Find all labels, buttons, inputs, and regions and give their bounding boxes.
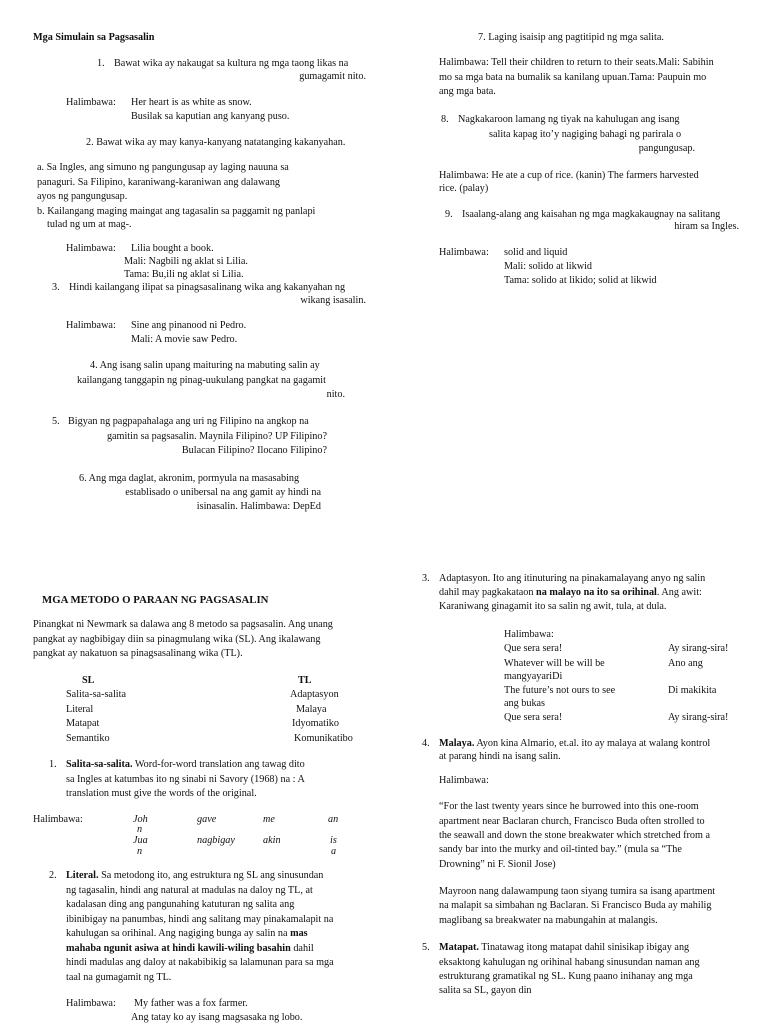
principle-3-line-2: wikang isasalin. — [300, 295, 366, 306]
translation-line: Mayroon nang dalawampung taon siyang tumira sa isang apartment — [439, 886, 716, 897]
example-label: Halimbawa: — [66, 320, 116, 331]
method-1-line-3: translation must give the words of the original. — [66, 788, 257, 799]
method-2-line-4: ibinibigay na panumbas, hindi ang salitang may pinakamalapit na — [66, 914, 334, 925]
principle-1-number: 1. — [97, 58, 105, 69]
example-text: Lilia bought a book. — [131, 243, 214, 254]
method-5-line-4: salita sa SL, gayon din — [439, 985, 532, 996]
method-5-title: Matapat. — [439, 942, 479, 953]
principle-4-line-1: 4. Ang isang salin upang maituring na mabuting salin ay — [90, 360, 320, 371]
intro-line-1: Pinangkat ni Newmark sa dalawa ang 8 metodo sa pagsasalin. Ang unang — [33, 619, 333, 630]
example-label: Halimbawa: — [439, 775, 489, 786]
example-text: Sine ang pinanood ni Pedro. — [131, 320, 247, 331]
method-2-line-2: ng tagasalin, hindi ang natural at madulas na daloy ng TL, at — [66, 885, 313, 896]
translation-line: na malapit sa simbahan ng Baclaran. Si Francisco Buda ay mahilig — [439, 900, 712, 911]
method-1-line-1 — [66, 758, 305, 772]
example-text: Tama: Bu,ili ng aklat si Lilia. — [124, 269, 244, 280]
example-text: Busilak sa kaputian ang kanyang puso. — [131, 111, 290, 122]
example-text: Ang tatay ko ay isang magsasaka ng lobo. — [131, 1012, 303, 1023]
principle-9-line-1: Isaalang-alang ang kaisahan ng mga magkakaugnay na salitang — [462, 209, 721, 220]
word-john-1: Joh — [133, 814, 148, 825]
song-fil-line: Ano ang — [668, 658, 703, 669]
song-en-line: The future’s not ours to see — [504, 685, 616, 696]
example-text: Her heart is as white as snow. — [131, 97, 252, 108]
tl-item: Komunikatibo — [294, 733, 353, 744]
example-text: My father was a fox farmer. — [134, 998, 248, 1009]
tl-item: Idyomatiko — [292, 718, 339, 729]
example-text: ang mga bata. — [439, 86, 496, 97]
method-5-line-3: estrukturang gramatikal ng SL. Kung paano inihanay ang mga — [439, 971, 693, 982]
example-text: Halimbawa: Tell their children to return to their seats.Mali: Sabihin — [439, 57, 714, 68]
method-4-text: Ayon kina Almario, et.al. ito ay malaya at walang kontrol — [474, 738, 711, 749]
principle-3-number: 3. — [52, 282, 60, 293]
note-b-line-2: tulad ng um at mag-. — [47, 219, 132, 230]
method-2-line-7: hindi madulas ang daloy at nakabibikig sa lalamunan para sa mga — [66, 957, 334, 968]
principle-9-line-2: hiram sa Ingles. — [674, 221, 739, 232]
method-1-title: Salita-sa-salita. — [66, 759, 133, 770]
method-4-line-2: at parang hindi na isang salin. — [439, 751, 561, 762]
example-label: Halimbawa: — [66, 97, 116, 108]
intro-line-3: pangkat ay nakatuon sa pinagsasalinang wika (TL). — [33, 648, 243, 659]
method-5-line-2: eksaktong kahulugan ng orihinal habang sinusundan naman ang — [439, 957, 700, 968]
example-text: Mali: Nagbili ng aklat si Lilia. — [124, 256, 248, 267]
example-text: Mali: A movie saw Pedro. — [131, 334, 238, 345]
word-me: me — [263, 814, 275, 825]
method-3-number: 3. — [422, 573, 430, 584]
word-an: an — [328, 814, 339, 825]
principle-6-line-2: establisado o unibersal na ang gamit ay hindi na — [125, 487, 321, 498]
principle-4-line-2: kailangang tanggapin ng pinag-uukulang pangkat na gagamit — [77, 375, 326, 386]
note-a-line-2: panaguri. Sa Filipino, karaniwang-karaniwan ang dalawang — [37, 177, 281, 188]
sl-header: SL — [82, 675, 95, 686]
word-isa-2: a — [331, 846, 337, 857]
method-2-emphasis: mas — [290, 928, 308, 939]
method-3-line-1: Adaptasyon. Ito ang itinuturing na pinakamalayang anyo ng salin — [439, 573, 706, 584]
translation-line: maglibang sa breakwater na mabungahin at malangis. — [439, 915, 658, 926]
principle-3-line-1: Hindi kailangang ilipat sa pinagsasalinang wika ang kakanyahan ng — [69, 282, 346, 293]
song-fil-line: Ay sirang-sira! — [668, 643, 729, 654]
sl-item: Semantiko — [66, 733, 110, 744]
method-2-line-3: kadalasan ding ang pangunahing katuturan ng salita ang — [66, 899, 295, 910]
quote-line: sandy bar into the murky and oil-tinted bay.” (mula sa “The — [439, 844, 682, 855]
song-fil-line: Di makikita — [668, 685, 717, 696]
example-label: Halimbawa: — [504, 629, 554, 640]
method-3-line-2 — [439, 586, 702, 600]
quote-line: apartment near Baclaran church, Francisco Buda often strolled to — [439, 816, 705, 827]
principle-4-line-3: nito. — [326, 389, 345, 400]
word-john-2: n — [137, 824, 143, 835]
method-3-emphasis: na malayo na ito sa orihinal — [536, 587, 657, 598]
method-2-title: Literal. — [66, 870, 99, 881]
song-en-line: mangyayariDi — [504, 671, 563, 682]
method-1-number: 1. — [49, 759, 57, 770]
song-en-line: Que sera sera! — [504, 712, 563, 723]
quote-line: Drowning” ni F. Sionil Jose) — [439, 859, 556, 870]
word-akin: akin — [263, 835, 281, 846]
song-en-line: ang bukas — [504, 698, 546, 709]
word-nagbigay: nagbigay — [197, 835, 235, 846]
method-2-text: Sa metodong ito, ang estruktura ng SL ang sinusundan — [98, 870, 324, 881]
principle-5-line-3: Bulacan Filipino? Ilocano Filipino? — [181, 445, 327, 456]
method-3-text: . Ang awit: — [656, 587, 702, 598]
method-2-text: kahulugan sa orihinal. Ang nagiging bunga ay salin na — [66, 928, 291, 939]
principle-8-line-3: pangungusap. — [638, 143, 695, 154]
method-2-number: 2. — [49, 870, 57, 881]
note-a-line-3: ayos ng pangungusap. — [37, 191, 128, 202]
sl-item: Salita-sa-salita — [66, 689, 126, 700]
method-3-text: dahil may pagkakataon — [439, 587, 537, 598]
sl-item: Matapat — [66, 718, 100, 729]
method-3-line-3: Karaniwang ginagamit ito sa salin ng awit, tula, at dula. — [439, 601, 667, 612]
quote-line: the seawall and down the stone breakwater which stretched from a — [439, 830, 710, 841]
method-2-line-8: taal na gumagamit ng TL. — [66, 972, 172, 983]
principle-5-line-1: Bigyan ng pagpapahalaga ang uri ng Filipino na angkop na — [68, 416, 309, 427]
word-juan-1: Jua — [133, 835, 148, 846]
principle-9-number: 9. — [445, 209, 453, 220]
song-en-line: Que sera sera! — [504, 643, 563, 654]
method-2-line-5 — [66, 927, 308, 941]
method-5-text: Tinatawag itong matapat dahil sinisikap ibigay ang — [478, 942, 690, 953]
principle-5-number: 5. — [52, 416, 60, 427]
tl-item: Malaya — [296, 704, 327, 715]
principle-5-line-2: gamitin sa pagsasalin. Maynila Filipino? UP Filipino? — [106, 431, 327, 442]
method-2-text: dahil — [290, 943, 314, 954]
note-a-line-1: a. Sa Ingles, ang simuno ng pangungusap ay laging nauuna sa — [37, 162, 289, 173]
example-text: solid and liquid — [504, 247, 568, 258]
principle-1-line-1: Bawat wika ay nakaugat sa kultura ng mga taong likas na — [114, 58, 349, 69]
word-gave: gave — [197, 814, 217, 825]
method-4-line-1 — [439, 737, 710, 751]
method-5-line-1 — [439, 941, 689, 955]
methods-title: MGA METODO O PARAAN NG PAGSASALIN — [42, 594, 269, 606]
principle-8-line-1: Nagkakaroon lamang ng tiyak na kahulugan ang isang — [458, 114, 680, 125]
word-juan-2: n — [137, 846, 143, 857]
word-isa-1: is — [330, 835, 337, 846]
example-label: Halimbawa: — [66, 998, 116, 1009]
intro-line-2: pangkat ay nagbibigay diin sa pinagmulang wika (SL). Ang ikalawang — [33, 634, 321, 645]
quote-line: “For the last twenty years since he burrowed into this one-room — [439, 801, 699, 812]
principle-8-line-2: salita kapag ito’y nagiging bahagi ng parirala o — [489, 129, 682, 140]
principle-6-line-1: 6. Ang mga daglat, akronim, pormyula na masasabing — [79, 473, 300, 484]
song-en-line: Whatever will be will be — [504, 658, 605, 669]
example-label: Halimbawa: — [33, 814, 83, 825]
method-5-number: 5. — [422, 942, 430, 953]
example-label: Halimbawa: — [66, 243, 116, 254]
method-2-emphasis: mahaba ngunit asiwa at hindi kawili-wiling basahin — [66, 943, 291, 954]
principle-6-line-3: isinasalin. Halimbawa: DepEd — [196, 501, 321, 512]
tl-item: Adaptasyon — [290, 689, 339, 700]
tl-header: TL — [298, 675, 312, 686]
method-1-line-2: sa Ingles at katumbas ito ng sinabi ni Savory (1968) na : A — [66, 774, 305, 785]
note-b-line-1: b. Kailangang maging maingat ang tagasalin sa paggamit ng panlapi — [37, 206, 316, 217]
song-fil-line: Ay sirang-sira! — [668, 712, 729, 723]
example-text: Mali: solido at likwid — [504, 261, 593, 272]
method-4-number: 4. — [422, 738, 430, 749]
method-1-text: Word-for-word translation ang tawag dito — [132, 759, 305, 770]
example-text: Halimbawa: He ate a cup of rice. (kanin) The farmers harvested — [439, 170, 699, 181]
method-2-line-6 — [66, 942, 314, 956]
sl-item: Literal — [66, 704, 94, 715]
example-text: rice. (palay) — [439, 183, 489, 194]
principle-7: 7. Laging isaisip ang pagtitipid ng mga salita. — [478, 32, 664, 43]
principle-8-number: 8. — [441, 114, 449, 125]
example-text: Tama: solido at likido; solid at likwid — [504, 275, 657, 286]
principle-2: 2. Bawat wika ay may kanya-kanyang natatanging kakanyahan. — [86, 137, 346, 148]
example-text: mo sa mga bata na bumalik sa kanilang upuan.Tama: Paupuin mo — [439, 72, 707, 83]
method-2-line-1 — [66, 869, 323, 883]
principle-1-line-2: gumagamit nito. — [299, 71, 366, 82]
method-4-title: Malaya. — [439, 738, 475, 749]
example-label: Halimbawa: — [439, 247, 489, 258]
section-title: Mga Simulain sa Pagsasalin — [33, 32, 155, 43]
